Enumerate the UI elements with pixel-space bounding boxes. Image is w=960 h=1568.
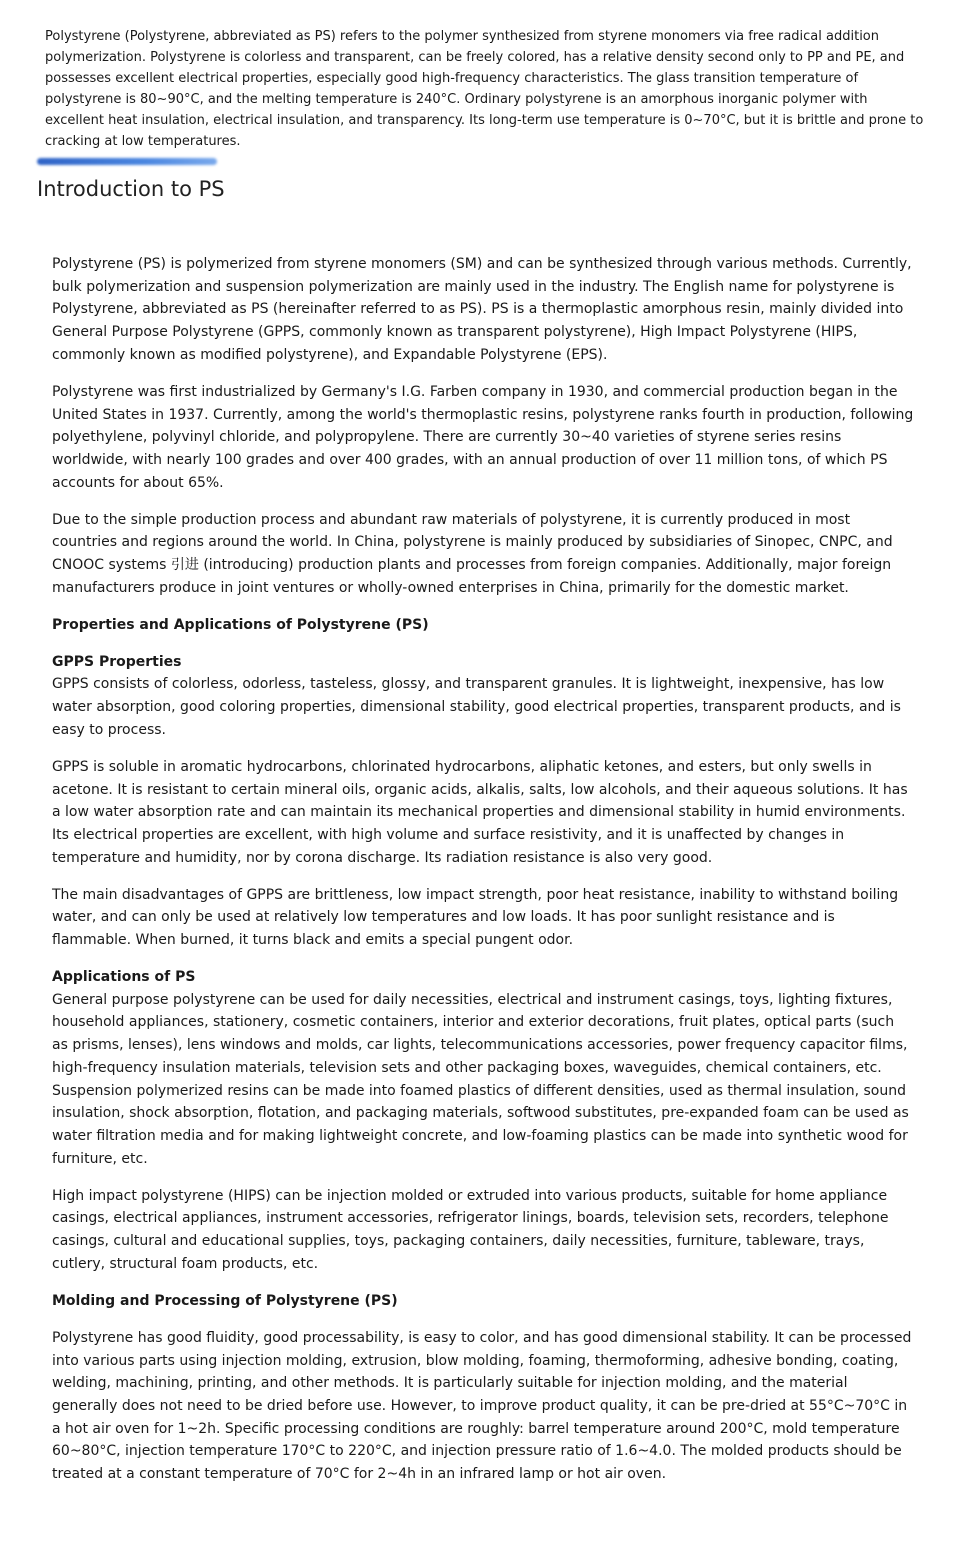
article-body	[52, 253, 914, 1500]
section-title: Introduction to PS	[37, 177, 225, 201]
heading-properties-applications: Properties and Applications of Polystyrene (PS)	[52, 616, 429, 633]
paragraph-gpps-3: The main disadvantages of GPPS are brittleness, low impact strength, poor heat resistance, inability to withstand boiling water, and can only be used at relatively low temperatures and low loads. It has poor sunlight resistance and is flammable. When burned, it turns black and emits a special pungent odor.	[52, 886, 899, 949]
subheading-applications: Applications of PS	[52, 969, 196, 986]
paragraph-gpps-1: GPPS consists of colorless, odorless, tasteless, glossy, and transparent granules. It is lightweight, inexpensive, has low water absorption, good coloring properties, dimensional stability, good electrical properties, transparent products, and is easy to process.	[52, 676, 901, 738]
paragraph-molding: Polystyrene has good fluidity, good processability, is easy to color, and has good dimensional stability. It can be processed into various parts using injection molding, extrusion, blow molding, foaming, thermoforming, adhesive bonding, coating, welding, machining, printing, and other methods. It is particularly suitable for injection molding, and the material generally does not need to be dried before use. However, to improve product quality, it can be pre-dried at 55°C~70°C in a hot air oven for 1~2h. Specific processing conditions are roughly: barrel temperature around 200°C, mold temperature 60~80°C, injection temperature 170°C to 220°C, and injection pressure ratio of 1.6~4.0. The molded products should be treated at a constant temperature of 70°C for 2~4h in an infrared lamp or hot air oven.	[52, 1329, 912, 1483]
paragraph-applications-intro	[52, 966, 914, 1170]
paragraph-production: Due to the simple production process and abundant raw materials of polystyrene, it is currently produced in most countries and regions around the world. In China, polystyrene is mainly produced by subsidiaries of Sinopec, CNPC, and CNOOC systems 引进 (introducing) production plants and processes from foreign companies. Additionally, major foreign manufacturers produce in joint ventures or wholly-owned enterprises in China, primarily for the domestic market.	[52, 511, 893, 596]
paragraph-gpps-2: GPPS is soluble in aromatic hydrocarbons, chlorinated hydrocarbons, aliphatic ketones, and esters, but only swells in acetone. It is resistant to certain mineral oils, organic acids, alkalis, salts, low alcohols, and their aqueous solutions. It has a low water absorption rate and can maintain its mechanical properties and dimensional stability in humid environments. Its electrical properties are excellent, with high volume and surface resistivity, and it is unaffected by changes in temperature and humidity, nor by corona discharge. Its radiation resistance is also very good.	[52, 758, 908, 866]
paragraph-applications-1: General purpose polystyrene can be used for daily necessities, electrical and instrument casings, toys, lighting fixtures, household appliances, stationery, cosmetic containers, interior and exterior decorations, fruit plates, optical parts (such as prisms, lenses), lens windows and molds, car lights, telecommunications accessories, power frequency capacitor films, high-frequency insulation materials, television sets and other packaging boxes, waveguides, chemical containers, etc. Suspension polymerized resins can be made into foamed plastics of different densities, used as thermal insulation, sound insulation, shock absorption, flotation, and packaging materials, softwood substitutes, pre-expanded foam can be used as water filtration media and for making lightweight concrete, and low-foaming plastics can be made into synthetic wood for furniture, etc.	[52, 991, 909, 1167]
heading-accent-bar	[37, 158, 217, 165]
paragraph-applications-2: High impact polystyrene (HIPS) can be injection molded or extruded into various products, suitable for home appliance casings, electrical appliances, instrument accessories, refrigerator linings, boards, television sets, recorders, telephone casings, cultural and educational supplies, toys, packaging containers, daily necessities, furniture, tableware, trays, cutlery, structural foam products, etc.	[52, 1187, 889, 1272]
paragraph-overview: Polystyrene (PS) is polymerized from styrene monomers (SM) and can be synthesized through various methods. Currently, bulk polymerization and suspension polymerization are mainly used in the industry. The English name for polystyrene is Polystyrene, abbreviated as PS (hereinafter referred to as PS). PS is a thermoplastic amorphous resin, mainly divided into General Purpose Polystyrene (GPPS, commonly known as transparent polystyrene), High Impact Polystyrene (HIPS, commonly known as modified polystyrene), and Expandable Polystyrene (EPS).	[52, 256, 912, 363]
paragraph-history: Polystyrene was first industrialized by Germany's I.G. Farben company in 1930, and commercial production began in the United States in 1937. Currently, among the world's thermoplastic resins, polystyrene ranks fourth in production, following polyethylene, polyvinyl chloride, and polypropylene. There are currently 30~40 varieties of styrene series resins worldwide, with nearly 100 grades and over 400 grades, with an annual production of over 11 million tons, of which PS accounts for about 65%.	[52, 383, 914, 491]
subheading-gpps-properties: GPPS Properties	[52, 653, 182, 670]
section-header	[37, 152, 297, 212]
heading-molding-processing: Molding and Processing of Polystyrene (PS)	[52, 1292, 398, 1309]
paragraph-gpps-intro	[52, 651, 914, 742]
intro-paragraph: Polystyrene (Polystyrene, abbreviated as PS) refers to the polymer synthesized from styrene monomers via free radical addition polymerization. Polystyrene is colorless and transparent, can be freely colored, has a relative density second only to PP and PE, and possesses excellent electrical properties, especially good high-frequency characteristics. The glass transition temperature of polystyrene is 80~90°C, and the melting temperature is 240°C. Ordinary polystyrene is an amorphous inorganic polymer with excellent heat insulation, electrical insulation, and transparency. Its long-term use temperature is 0~70°C, but it is brittle and prone to cracking at low temperatures.	[45, 29, 924, 149]
